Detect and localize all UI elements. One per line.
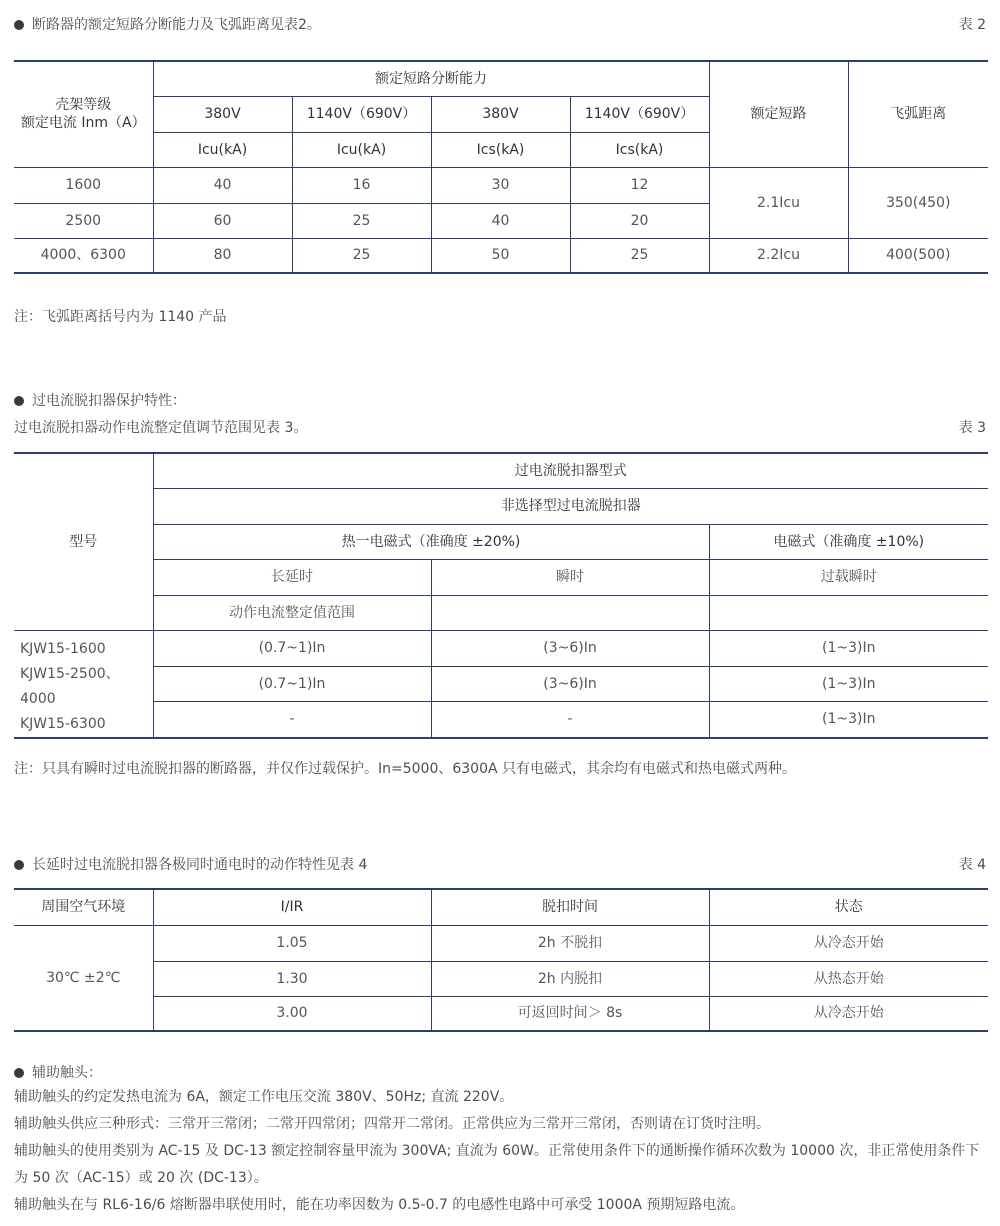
cell: 从热态开始 [709, 961, 988, 996]
bullet-icon [14, 396, 24, 406]
table-number: 表 2 [958, 17, 986, 33]
note-arc-distance: 注：飞弧距离括号内为 1140 产品 [14, 309, 227, 325]
cell: 2500 [14, 203, 153, 238]
bullet-icon [14, 860, 24, 870]
cell: (1~3)In [709, 630, 988, 667]
cell-arc-distance: 350(450) [848, 167, 988, 238]
cell: 30 [431, 167, 570, 203]
header-unit: Icu(kA) [292, 132, 431, 167]
section-heading-breaking-capacity: 断路器的额定短路分断能力及飞弧距离见表2。 [14, 14, 321, 34]
bullet-icon [14, 1068, 24, 1078]
header-instantaneous: 瞬时 [431, 559, 709, 595]
cell: (1~3)In [709, 667, 988, 702]
header-voltage: 380V [153, 96, 292, 132]
header-state: 状态 [709, 889, 988, 925]
cell: 3.00 [153, 996, 431, 1031]
header-long-delay: 长延时 [153, 559, 431, 595]
table-number: 表 4 [958, 857, 986, 873]
cell: 40 [153, 167, 292, 203]
header-rated-short-circuit: 额定短路 [709, 61, 848, 167]
header-ambient: 周围空气环境 [14, 889, 153, 925]
empty-cell [431, 595, 709, 630]
auxiliary-contacts-text [14, 1084, 986, 1219]
cell: 12 [570, 167, 709, 203]
cell: 4000、6300 [14, 238, 153, 273]
cell: 1600 [14, 167, 153, 203]
header-voltage: 1140V（690V） [292, 96, 431, 132]
header-non-selective: 非选择型过电流脱扣器 [153, 488, 988, 524]
table-row [14, 238, 988, 273]
paragraph: 辅助触头在与 RL6-16/6 熔断器串联使用时，能在功率因数为 0.5-0.7 的电感性电路中可承受 1000A 预期短路电流。 [14, 1197, 745, 1213]
header-unit: Ics(kA) [570, 132, 709, 167]
header-current-ratio: I/IR [153, 889, 431, 925]
header-release-type: 过电流脱扣器型式 [153, 453, 988, 488]
cell-rated-short-circuit: 2.2Icu [709, 238, 848, 273]
section-subtitle: 过电流脱扣器动作电流整定值调节范围见表 3。 [14, 420, 308, 436]
cell-rated-short-circuit: 2.1Icu [709, 167, 848, 238]
table-row [14, 961, 988, 996]
header-voltage: 380V [431, 96, 570, 132]
section-heading-action-characteristics: 长延时过电流脱扣器各极同时通电时的动作特性见表 4 [14, 854, 367, 874]
cell: 1.30 [153, 961, 431, 996]
paragraph: 辅助触头的约定发热电流为 6A，额定工作电压交流 380V、50Hz; 直流 220V。 [14, 1089, 514, 1105]
cell: - [153, 702, 431, 738]
cell-arc-distance: 400(500) [848, 238, 988, 273]
cell: 16 [292, 167, 431, 203]
cell: 可返回时间＞ 8s [431, 996, 709, 1031]
header-trip-time: 脱扣时间 [431, 889, 709, 925]
section-heading-auxiliary-contacts: 辅助触头： [14, 1062, 102, 1082]
table-row [14, 667, 988, 702]
cell: (3~6)In [431, 667, 709, 702]
cell: 从冷态开始 [709, 925, 988, 961]
cell: (0.7~1)In [153, 667, 431, 702]
cell: 从冷态开始 [709, 996, 988, 1031]
header-setting-range: 动作电流整定值范围 [153, 595, 431, 630]
cell: 25 [292, 238, 431, 273]
table-row [14, 630, 988, 667]
cell: 80 [153, 238, 292, 273]
cell: 2h 内脱扣 [431, 961, 709, 996]
table-row [14, 996, 988, 1031]
cell: 50 [431, 238, 570, 273]
table-row [14, 925, 988, 961]
cell: 60 [153, 203, 292, 238]
header-overload-instantaneous: 过载瞬时 [709, 559, 988, 595]
cell: (1~3)In [709, 702, 988, 738]
section-heading-overcurrent: 过电流脱扣器保护特性： [14, 390, 186, 410]
model-list: KJW15-1600 KJW15-2500、 4000 KJW15-6300 [14, 630, 153, 738]
header-model: 型号 [14, 453, 153, 630]
header-frame-rating: 壳架等级 额定电流 Inm（A） [14, 61, 153, 167]
header-unit: Icu(kA) [153, 132, 292, 167]
paragraph: 辅助触头的使用类别为 AC-15 及 DC-13 额定控制容量甲流为 300VA; 直流为 60W。正常使用条件下的通断操作循环次数为 10000 次，非正常使用条件下为 50 次（AC-15）或 20 次 (DC-13）。 [14, 1143, 980, 1186]
table-breaking-capacity [14, 60, 988, 274]
table-overcurrent-release [14, 452, 988, 739]
header-breaking-capacity: 额定短路分断能力 [153, 61, 709, 96]
cell: 25 [570, 238, 709, 273]
header-arc-distance: 飞弧距离 [848, 61, 988, 167]
cell: 25 [292, 203, 431, 238]
table-row [14, 702, 988, 738]
cell: 40 [431, 203, 570, 238]
note-overcurrent: 注：只具有瞬时过电流脱扣器的断路器，并仅作过载保护。In=5000、6300A 只有电磁式，其余均有电磁式和热电磁式两种。 [14, 761, 797, 777]
cell: 1.05 [153, 925, 431, 961]
cell-ambient-temperature: 30℃ ±2℃ [14, 925, 153, 1031]
header-voltage: 1140V（690V） [570, 96, 709, 132]
header-unit: Ics(kA) [431, 132, 570, 167]
table-number: 表 3 [958, 420, 986, 436]
header-magnetic: 电磁式（准确度 ±10%) [709, 524, 988, 559]
empty-cell [709, 595, 988, 630]
bullet-icon [14, 20, 24, 30]
cell: 20 [570, 203, 709, 238]
header-thermal-magnetic: 热一电磁式（准确度 ±20%) [153, 524, 709, 559]
table-action-characteristics [14, 888, 988, 1032]
cell: (3~6)In [431, 630, 709, 667]
cell: - [431, 702, 709, 738]
cell: 2h 不脱扣 [431, 925, 709, 961]
paragraph: 辅助触头供应三种形式：三常开三常闭；二常开四常闭；四常开二常闭。正常供应为三常开三常闭，否则请在订货时注明。 [14, 1116, 770, 1132]
table-row [14, 167, 988, 203]
cell: (0.7~1)In [153, 630, 431, 667]
